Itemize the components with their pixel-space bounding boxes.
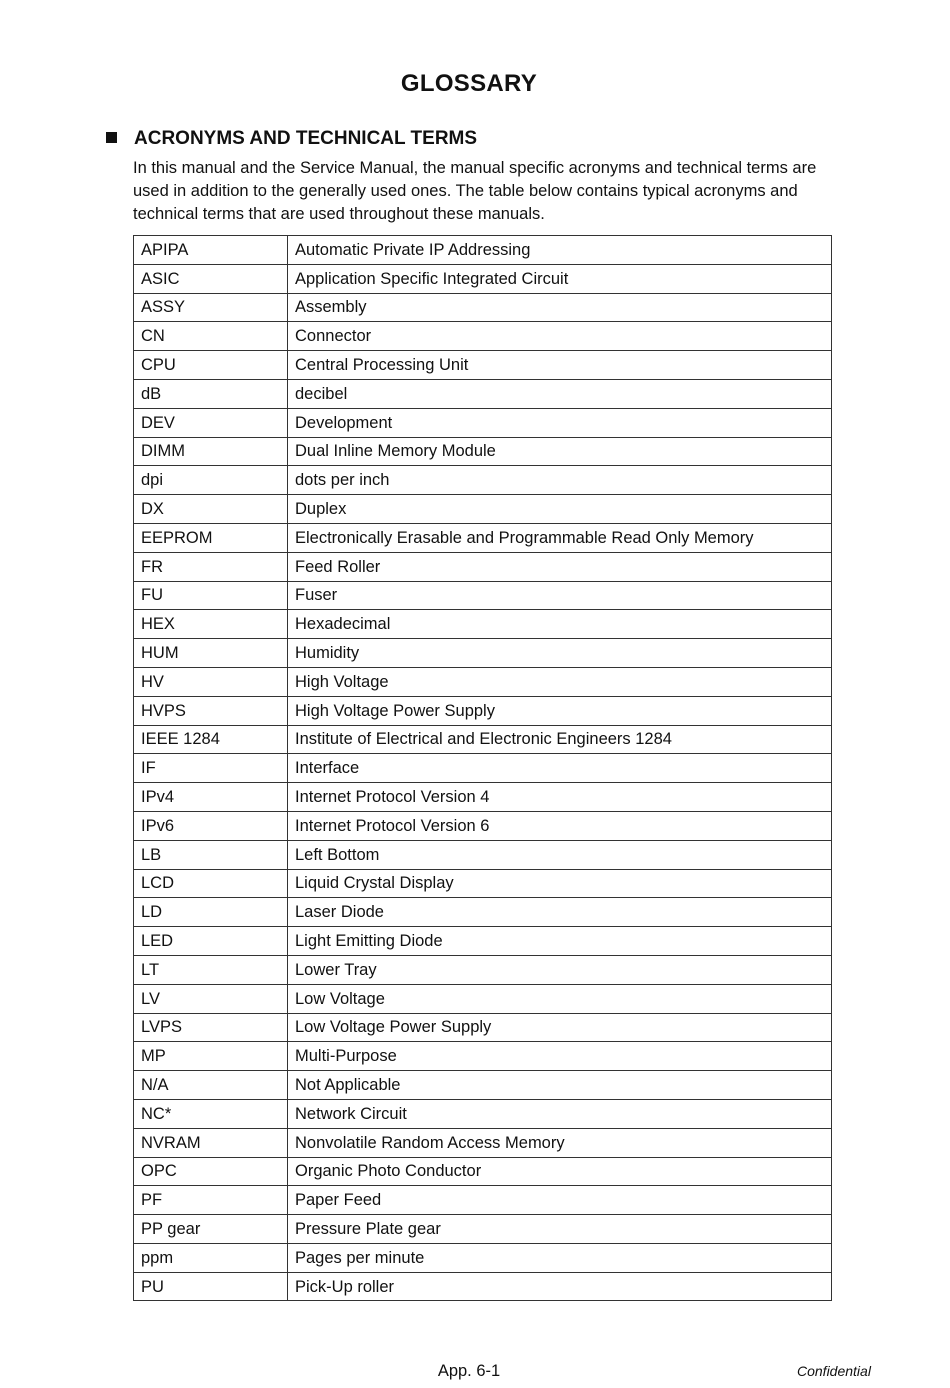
table-row — [134, 1157, 832, 1186]
table-row — [134, 927, 832, 956]
glossary-term: HUM — [134, 639, 288, 668]
glossary-term: DX — [134, 495, 288, 524]
page-number: App. 6-1 — [437, 1362, 501, 1380]
glossary-term: IF — [134, 754, 288, 783]
glossary-term: dB — [134, 379, 288, 408]
glossary-definition: Development — [288, 408, 832, 437]
glossary-definition: Nonvolatile Random Access Memory — [288, 1128, 832, 1157]
glossary-definition: dots per inch — [288, 466, 832, 495]
glossary-term: ppm — [134, 1243, 288, 1272]
table-row — [134, 869, 832, 898]
glossary-definition: Hexadecimal — [288, 610, 832, 639]
table-row — [134, 552, 832, 581]
table-row — [134, 1013, 832, 1042]
glossary-definition: Liquid Crystal Display — [288, 869, 832, 898]
glossary-table-body — [134, 236, 832, 1301]
table-row — [134, 408, 832, 437]
glossary-definition: Not Applicable — [288, 1071, 832, 1100]
table-row — [134, 754, 832, 783]
glossary-term: dpi — [134, 466, 288, 495]
glossary-definition: Low Voltage — [288, 984, 832, 1013]
glossary-definition: Humidity — [288, 639, 832, 668]
table-row — [134, 236, 832, 265]
table-row — [134, 523, 832, 552]
table-row — [134, 1128, 832, 1157]
glossary-term: HV — [134, 667, 288, 696]
glossary-definition: Laser Diode — [288, 898, 832, 927]
glossary-definition: Duplex — [288, 495, 832, 524]
glossary-definition: Internet Protocol Version 6 — [288, 811, 832, 840]
glossary-term: EEPROM — [134, 523, 288, 552]
glossary-definition: Multi-Purpose — [288, 1042, 832, 1071]
glossary-term: CN — [134, 322, 288, 351]
table-row — [134, 667, 832, 696]
table-row — [134, 1243, 832, 1272]
glossary-term: FR — [134, 552, 288, 581]
table-row — [134, 898, 832, 927]
glossary-definition: decibel — [288, 379, 832, 408]
table-row — [134, 322, 832, 351]
table-row — [134, 696, 832, 725]
glossary-definition: High Voltage Power Supply — [288, 696, 832, 725]
glossary-definition: Assembly — [288, 293, 832, 322]
glossary-term: ASSY — [134, 293, 288, 322]
glossary-definition: Feed Roller — [288, 552, 832, 581]
glossary-definition: Low Voltage Power Supply — [288, 1013, 832, 1042]
section-heading-text: ACRONYMS AND TECHNICAL TERMS — [134, 128, 478, 149]
glossary-definition: High Voltage — [288, 667, 832, 696]
glossary-term: N/A — [134, 1071, 288, 1100]
glossary-term: LB — [134, 840, 288, 869]
glossary-term: HVPS — [134, 696, 288, 725]
glossary-definition: Light Emitting Diode — [288, 927, 832, 956]
glossary-term: LCD — [134, 869, 288, 898]
table-row — [134, 437, 832, 466]
table-row — [134, 984, 832, 1013]
table-row — [134, 811, 832, 840]
glossary-definition: Institute of Electrical and Electronic Engineers 1284 — [288, 725, 832, 754]
glossary-definition: Left Bottom — [288, 840, 832, 869]
glossary-definition: Application Specific Integrated Circuit — [288, 264, 832, 293]
table-row — [134, 466, 832, 495]
glossary-term: IPv4 — [134, 783, 288, 812]
glossary-definition: Internet Protocol Version 4 — [288, 783, 832, 812]
glossary-definition: Dual Inline Memory Module — [288, 437, 832, 466]
glossary-term: FU — [134, 581, 288, 610]
glossary-term: IEEE 1284 — [134, 725, 288, 754]
table-row — [134, 1186, 832, 1215]
table-row — [134, 840, 832, 869]
glossary-term: APIPA — [134, 236, 288, 265]
table-row — [134, 783, 832, 812]
glossary-term: ASIC — [134, 264, 288, 293]
confidential-label: Confidential — [797, 1363, 871, 1379]
table-row — [134, 639, 832, 668]
table-row — [134, 610, 832, 639]
glossary-term: PU — [134, 1272, 288, 1301]
glossary-term: IPv6 — [134, 811, 288, 840]
glossary-term: PF — [134, 1186, 288, 1215]
table-row — [134, 1272, 832, 1301]
glossary-definition: Paper Feed — [288, 1186, 832, 1215]
glossary-term: DEV — [134, 408, 288, 437]
table-row — [134, 351, 832, 380]
glossary-definition: Pressure Plate gear — [288, 1215, 832, 1244]
page-title: GLOSSARY — [400, 70, 538, 97]
table-row — [134, 1071, 832, 1100]
glossary-definition: Electronically Erasable and Programmable Read Only Memory — [288, 523, 832, 552]
table-row — [134, 379, 832, 408]
table-row — [134, 581, 832, 610]
glossary-term: LVPS — [134, 1013, 288, 1042]
glossary-term: LD — [134, 898, 288, 927]
glossary-definition: Lower Tray — [288, 955, 832, 984]
glossary-definition: Automatic Private IP Addressing — [288, 236, 832, 265]
intro-paragraph: In this manual and the Service Manual, the manual specific acronyms and technical terms are used in addition to the generally used ones. The table below contains typical acronyms and technical terms that are used throughout these manuals. — [133, 159, 817, 223]
glossary-term: PP gear — [134, 1215, 288, 1244]
glossary-definition: Interface — [288, 754, 832, 783]
glossary-definition: Organic Photo Conductor — [288, 1157, 832, 1186]
table-row — [134, 1215, 832, 1244]
glossary-definition: Central Processing Unit — [288, 351, 832, 380]
glossary-term: HEX — [134, 610, 288, 639]
table-row — [134, 495, 832, 524]
table-row — [134, 955, 832, 984]
glossary-definition: Fuser — [288, 581, 832, 610]
table-row — [134, 725, 832, 754]
table-row — [134, 1099, 832, 1128]
glossary-term: LT — [134, 955, 288, 984]
glossary-definition: Pick-Up roller — [288, 1272, 832, 1301]
table-row — [134, 293, 832, 322]
glossary-table — [133, 235, 832, 1301]
glossary-definition: Network Circuit — [288, 1099, 832, 1128]
table-row — [134, 1042, 832, 1071]
glossary-term: MP — [134, 1042, 288, 1071]
glossary-definition: Connector — [288, 322, 832, 351]
table-row — [134, 264, 832, 293]
glossary-term: OPC — [134, 1157, 288, 1186]
glossary-term: NVRAM — [134, 1128, 288, 1157]
glossary-term: NC* — [134, 1099, 288, 1128]
glossary-term: DIMM — [134, 437, 288, 466]
glossary-term: LED — [134, 927, 288, 956]
glossary-term: LV — [134, 984, 288, 1013]
glossary-definition: Pages per minute — [288, 1243, 832, 1272]
section-heading — [106, 128, 477, 150]
square-bullet-icon — [106, 132, 117, 143]
glossary-term: CPU — [134, 351, 288, 380]
